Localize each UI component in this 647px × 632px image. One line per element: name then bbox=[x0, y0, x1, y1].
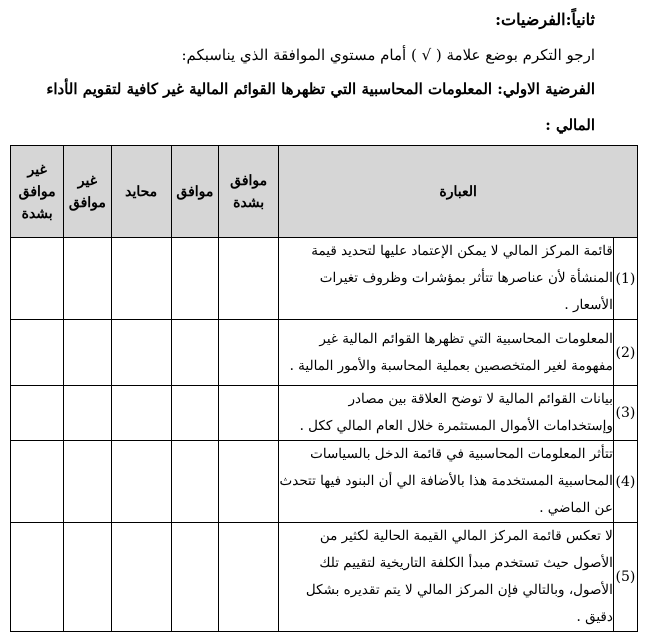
agree-cell[interactable] bbox=[171, 441, 218, 523]
table-row bbox=[11, 441, 638, 523]
hypothesis-title-continued: المالي : bbox=[545, 116, 595, 134]
row-number: (1) bbox=[613, 238, 637, 320]
strongly-agree-cell[interactable] bbox=[219, 523, 279, 632]
strongly-disagree-cell[interactable] bbox=[11, 441, 64, 523]
strongly-disagree-cell[interactable] bbox=[11, 320, 64, 386]
neutral-cell[interactable] bbox=[111, 523, 171, 632]
table-row bbox=[11, 386, 638, 441]
header-strongly-agree: موافق بشدة bbox=[219, 146, 279, 238]
strongly-disagree-cell[interactable] bbox=[11, 386, 64, 441]
agree-cell[interactable] bbox=[171, 238, 218, 320]
strongly-agree-cell[interactable] bbox=[219, 238, 279, 320]
agree-cell[interactable] bbox=[171, 523, 218, 632]
agree-cell[interactable] bbox=[171, 320, 218, 386]
header-neutral: محايد bbox=[111, 146, 171, 238]
row-number: (3) bbox=[613, 386, 637, 441]
strongly-disagree-cell[interactable] bbox=[11, 523, 64, 632]
neutral-cell[interactable] bbox=[111, 386, 171, 441]
agree-cell[interactable] bbox=[171, 386, 218, 441]
disagree-cell[interactable] bbox=[64, 238, 111, 320]
table-row bbox=[11, 320, 638, 386]
table-header-row bbox=[11, 146, 638, 238]
neutral-cell[interactable] bbox=[111, 441, 171, 523]
neutral-cell[interactable] bbox=[111, 320, 171, 386]
disagree-cell[interactable] bbox=[64, 320, 111, 386]
row-statement: تتأثر المعلومات المحاسبية في قائمة الدخل بالسياسات المحاسبية المستخدمة هذا بالأضافة الي أن البنود فيها تتحدث عن الماضي . bbox=[279, 441, 614, 523]
row-statement: المعلومات المحاسبية التي تظهرها القوائم المالية غير مفهومة لغير المتخصصين بعملية المحاسبة والأمور المالية . bbox=[279, 320, 614, 386]
row-number: (4) bbox=[613, 441, 637, 523]
table-row bbox=[11, 238, 638, 320]
row-statement: قائمة المركز المالي لا يمكن الإعتماد عليها لتحديد قيمة المنشأة لأن عناصرها تتأثر بمؤشرات وظروف تغيرات الأسعار . bbox=[279, 238, 614, 320]
strongly-agree-cell[interactable] bbox=[219, 320, 279, 386]
instruction-text: ارجو التكرم بوضع علامة ( √ ) أمام مستوي الموافقة الذي يناسبكم: bbox=[181, 46, 595, 64]
strongly-agree-cell[interactable] bbox=[219, 386, 279, 441]
disagree-cell[interactable] bbox=[64, 441, 111, 523]
header-agree: موافق bbox=[171, 146, 218, 238]
header-statement: العبارة bbox=[279, 146, 638, 238]
section-heading: ثانياً:الفرضيات: bbox=[495, 10, 595, 29]
row-statement: بيانات القوائم المالية لا توضح العلاقة بين مصادر وإستخدامات الأموال المستثمرة خلال العام المالي ككل . bbox=[279, 386, 614, 441]
survey-table bbox=[10, 145, 638, 632]
header-strongly-disagree: غير موافق بشدة bbox=[11, 146, 64, 238]
disagree-cell[interactable] bbox=[64, 386, 111, 441]
hypothesis-title: الفرضية الاولي: المعلومات المحاسبية التي تظهرها القوائم المالية غير كافية لتقويم الأداء bbox=[46, 80, 595, 98]
header-disagree: غير موافق bbox=[64, 146, 111, 238]
row-statement: لا تعكس قائمة المركز المالي القيمة الحالية لكثير من الأصول حيث تستخدم مبدأ الكلفة التاريخية لتقييم تلك الأصول، وبالتالي فإن المركز المالي لا يتم تقديره بشكل دقيق . bbox=[279, 523, 614, 632]
disagree-cell[interactable] bbox=[64, 523, 111, 632]
row-number: (5) bbox=[613, 523, 637, 632]
strongly-disagree-cell[interactable] bbox=[11, 238, 64, 320]
neutral-cell[interactable] bbox=[111, 238, 171, 320]
table-row bbox=[11, 523, 638, 632]
strongly-agree-cell[interactable] bbox=[219, 441, 279, 523]
row-number: (2) bbox=[613, 320, 637, 386]
